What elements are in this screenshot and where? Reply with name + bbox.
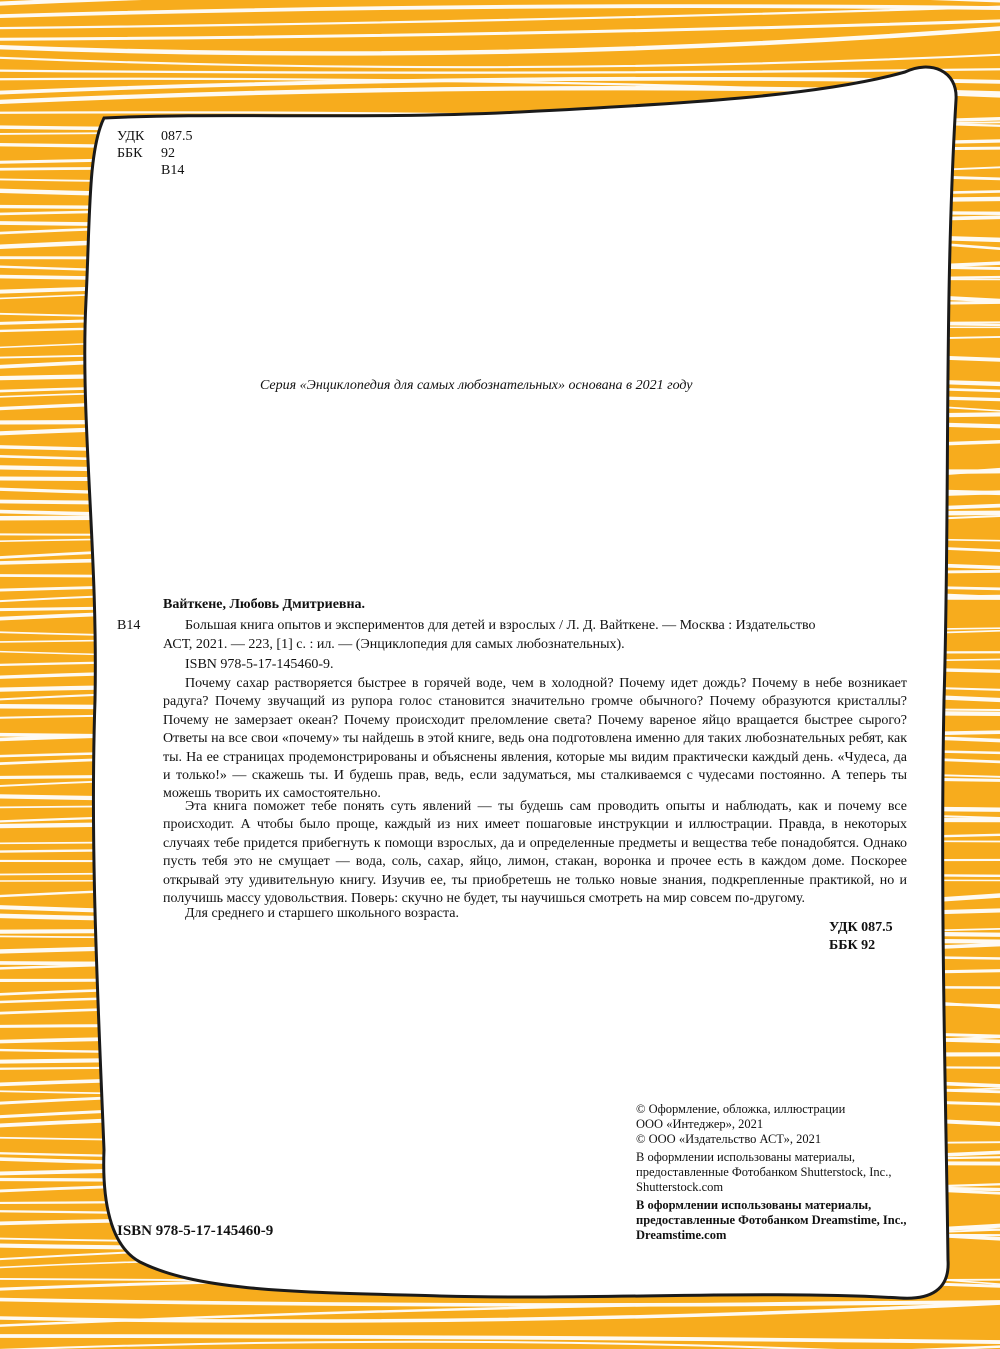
header-udk-value: 087.5 bbox=[161, 129, 193, 144]
annotation-paragraph-1: Почему сахар растворяется быстрее в горячей воде, чем в холодной? Почему идет дождь? Почему в небе возникает радуга? Почему звучащий из рупора голос становится значительно громче обычного? Почему образуются кристаллы? Почему не замерзает океан? Почему происходит преломление света? Почему вареное яйцо вращается быстрее сырого? Ответы на все свои «почему» ты найдешь в этой книге, ведь она подготовлена именно для таких любознательных ребят, как ты. На ее страницах продемонстрированы и объяснены явления, которые мы видим практически каждый день. «Чудеса, да и только!» — скажешь ты. И будешь прав, ведь, если задуматься, мы сталкиваемся с чудесами постоянно. А теперь ты можешь творить их самостоятельно. bbox=[163, 676, 907, 802]
dreamstime-line-3: Dreamstime.com bbox=[636, 1228, 727, 1242]
header-author-mark: В14 bbox=[161, 163, 185, 178]
bib-author-mark: В14 bbox=[117, 618, 141, 633]
copyright-line-2: ООО «Интеджер», 2021 bbox=[636, 1117, 764, 1131]
shutterstock-line-3: Shutterstock.com bbox=[636, 1180, 724, 1194]
bbk-code: ББК 92 bbox=[829, 938, 876, 953]
isbn-footer: ISBN 978-5-17-145460-9 bbox=[117, 1223, 274, 1239]
udk-code: УДК 087.5 bbox=[829, 920, 893, 935]
author-name: Вайткене, Любовь Дмитриевна. bbox=[163, 597, 366, 612]
annotation-paragraph-2: Эта книга поможет тебе понять суть явлений — ты будешь сам проводить опыты и наблюдать, как и почему все происходит. А чтобы было проще, каждый из них имеет пошаговые инструкции и иллюстрации. Правда, в некоторых случаях тебе придется прибегнуть к помощи взрослых, да и определенные предметы и вещества тебе понадобятся. Однако пусть тебя это не смущает — вода, соль, сахар, яйцо, лимон, стакан, воронка и прочее есть в каждом доме. Поскорее открывай эту удивительную книгу. Изучив ее, ты приобретешь не только новые знания, подкрепленные практикой, но и получишь массу удовольствия. Поверь: скучно не будет, ты научишься смотреть на мир совсем по-другому. bbox=[163, 799, 907, 907]
dreamstime-line-1: В оформлении использованы материалы, bbox=[636, 1198, 872, 1212]
bib-title-line-2: АСТ, 2021. — 223, [1] с. : ил. — (Энциклопедия для самых любознательных). bbox=[163, 637, 625, 652]
dreamstime-line-2: предоставленные Фотобанком Dreamstime, Inc., bbox=[636, 1213, 907, 1227]
audience-note: Для среднего и старшего школьного возраста. bbox=[185, 906, 459, 921]
header-bbk-label: ББК bbox=[117, 146, 143, 161]
header-bbk-value: 92 bbox=[161, 146, 175, 161]
bib-title-line-1: Большая книга опытов и экспериментов для детей и взрослых / Л. Д. Вайткене. — Москва : Издательство bbox=[185, 618, 816, 633]
copyright-line-1: © Оформление, обложка, иллюстрации bbox=[636, 1102, 846, 1116]
shutterstock-line-2: предоставленные Фотобанком Shutterstock, Inc., bbox=[636, 1165, 892, 1179]
header-udk-label: УДК bbox=[117, 129, 145, 144]
bib-isbn: ISBN 978-5-17-145460-9. bbox=[185, 657, 334, 672]
series-note: Серия «Энциклопедия для самых любознательных» основана в 2021 году bbox=[260, 378, 693, 393]
shutterstock-line-1: В оформлении использованы материалы, bbox=[636, 1150, 855, 1164]
copyright-line-3: © ООО «Издательство АСТ», 2021 bbox=[636, 1132, 822, 1146]
